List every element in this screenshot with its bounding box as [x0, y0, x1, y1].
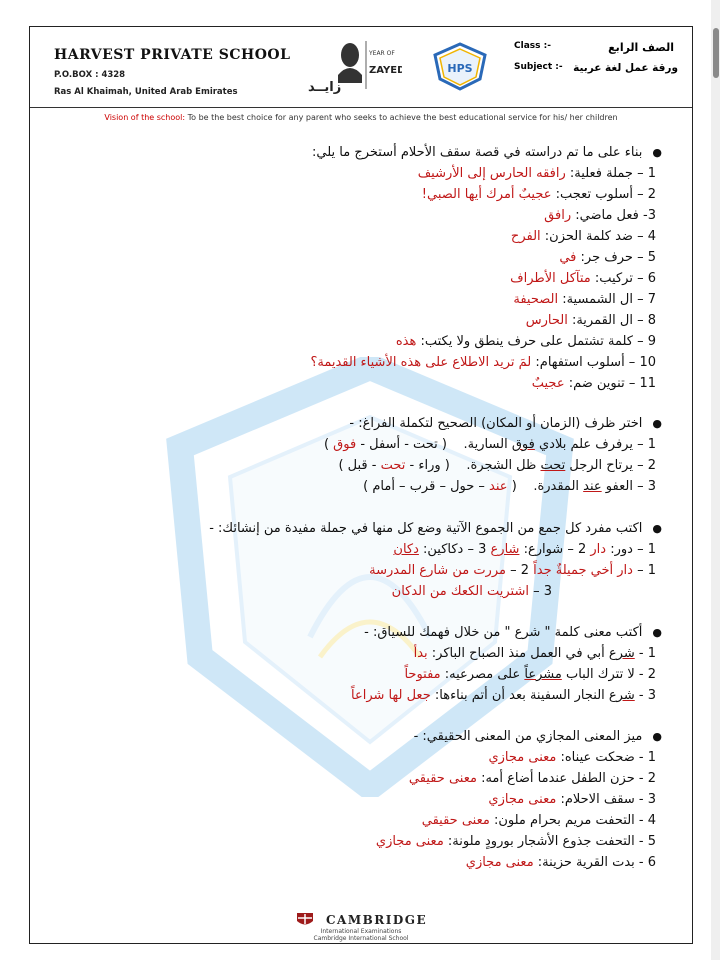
school-address: Ras Al Khaimah, United Arab Emirates — [54, 87, 238, 97]
bullet-icon: ● — [652, 146, 662, 159]
svg-text:زايــد: زايــد — [308, 80, 342, 95]
list-item: 5 - التحفت جذوع الأشجار بورودٍ ملونة: معنى مجازي — [375, 834, 656, 849]
subject-label: Subject :- — [514, 62, 563, 72]
cambridge-name: CAMBRIDGE — [325, 912, 428, 927]
list-item: 4 - التحفت مريم بحرام ملون: معنى حقيقي — [421, 813, 656, 828]
list-item: 3 – العفو عند المقدرة. ( عند – حول – قرب – أمام ) — [363, 479, 656, 494]
vision-label: Vision of the school: — [104, 113, 186, 122]
grade-label-arabic: الصف الرابع — [608, 41, 674, 54]
svg-text:HPS: HPS — [447, 62, 473, 75]
list-item: 2 – يرتاح الرجل تحت ظل الشجرة. ( وراء - تحت - قبل ) — [338, 458, 656, 473]
cambridge-shield-icon — [295, 912, 315, 928]
list-item: 1 – جملة فعلية: رافقه الحارس إلى الأرشيف — [417, 166, 656, 181]
list-item: 4 – ضد كلمة الحزن: الفرح — [510, 229, 656, 244]
year-of-zayed-logo — [302, 35, 402, 95]
list-item: 1 – دار أخي جميلةٌ جداً 2 – مررت من شارع المدرسة — [369, 563, 656, 578]
school-vision — [30, 113, 692, 122]
section5-title: ●ميز المعنى المجازي من المعنى الحقيقي: - — [413, 729, 662, 744]
list-item: 3 – اشتريت الكعك من الدكان — [391, 584, 552, 599]
bullet-icon: ● — [652, 522, 662, 535]
list-item: 11 – تنوين ضم: عجيبٌ — [531, 376, 656, 391]
list-item: 6 - بدت القرية حزينة: معنى مجازي — [465, 855, 656, 870]
list-item: 2 - حزن الطفل عندما أضاع أمه: معنى حقيقي — [408, 771, 656, 786]
cambridge-subtitle: International Examinations — [320, 928, 402, 935]
list-item: 5 – حرف جر: في — [559, 250, 656, 265]
list-item: 1 - شرع أبي في العمل منذ الصباح الباكر: بدأ — [413, 646, 656, 661]
list-item: 8 – ال القمرية: الحارس — [525, 313, 656, 328]
section2-title: ●اختر ظرف (الزمان أو المكان) الصحيح لتكملة الفراغ: - — [349, 416, 662, 431]
list-item: 6 – تركيب: متآكل الأطراف — [510, 271, 656, 286]
svg-text:YEAR OF: YEAR OF — [369, 50, 395, 57]
list-item: 3 - سقف الاحلام: معنى مجازي — [488, 792, 656, 807]
section3-title: ●اكتب مفرد كل جمع من الجموع الآتية وضع كل منها في جملة مفيدة من إنشائك: - — [209, 521, 662, 536]
list-item: 2 – أسلوب تعجب: عجيبٌ أمرك أيها الصبي! — [421, 187, 656, 202]
worksheet-content — [30, 145, 692, 905]
worksheet-header — [30, 27, 692, 108]
list-item: 2 - لا تترك الباب مشرعاً على مصرعيه: مفتوحاً — [404, 667, 656, 682]
list-item: 3- فعل ماضي: رافق — [544, 208, 656, 223]
school-pobox: P.O.BOX : 4328 — [54, 70, 126, 80]
section1-title: ●بناء على ما تم دراسته في قصة سقف الأحلام أستخرج ما يلي: — [312, 145, 662, 160]
worksheet-page — [29, 26, 693, 944]
list-item: 9 – كلمة تشتمل على حرف ينطق ولا يكتب: هذه — [395, 334, 656, 349]
list-item: 1 - ضحكت عيناه: معنى مجازي — [488, 750, 656, 765]
svg-text:ZAYED: ZAYED — [369, 65, 402, 76]
bullet-icon: ● — [652, 626, 662, 639]
class-label: Class :- — [514, 41, 551, 51]
vision-text: To be the best choice for any parent who seeks to achieve the best educational service for his/ her children — [185, 113, 618, 122]
section4-title: ●أكتب معنى كلمة " شرع " من خلال فهمك للسياق: - — [364, 625, 662, 640]
scrollbar-thumb[interactable] — [713, 28, 719, 78]
list-item: 10 – أسلوب استفهام: لمَ تريد الاطلاع على هذه الأشياء القديمة؟ — [310, 355, 656, 370]
scrollbar-track[interactable] — [711, 0, 720, 960]
list-item: 7 – ال الشمسية: الصحيفة — [513, 292, 656, 307]
bullet-icon: ● — [652, 730, 662, 743]
cambridge-school: Cambridge International School — [313, 935, 409, 942]
list-item: 1 – يرفرف علم بلادي فوق السارية. ( تحت - أسفل - فوق ) — [323, 437, 656, 452]
hps-logo — [430, 41, 490, 91]
bullet-icon: ● — [652, 417, 662, 430]
list-item: 1 – دور: دار 2 – شوارع: شارع 3 – دكاكين: دكان — [393, 542, 656, 557]
school-name: HARVEST PRIVATE SCHOOL — [54, 47, 291, 63]
worksheet-title-arabic: ورقة عمل لغة عربية — [573, 62, 678, 74]
list-item: 3 - شرع النجار السفينة بعد أن أتم بناءها: جعل لها شراعاً — [351, 688, 656, 703]
cambridge-footer — [30, 909, 692, 942]
